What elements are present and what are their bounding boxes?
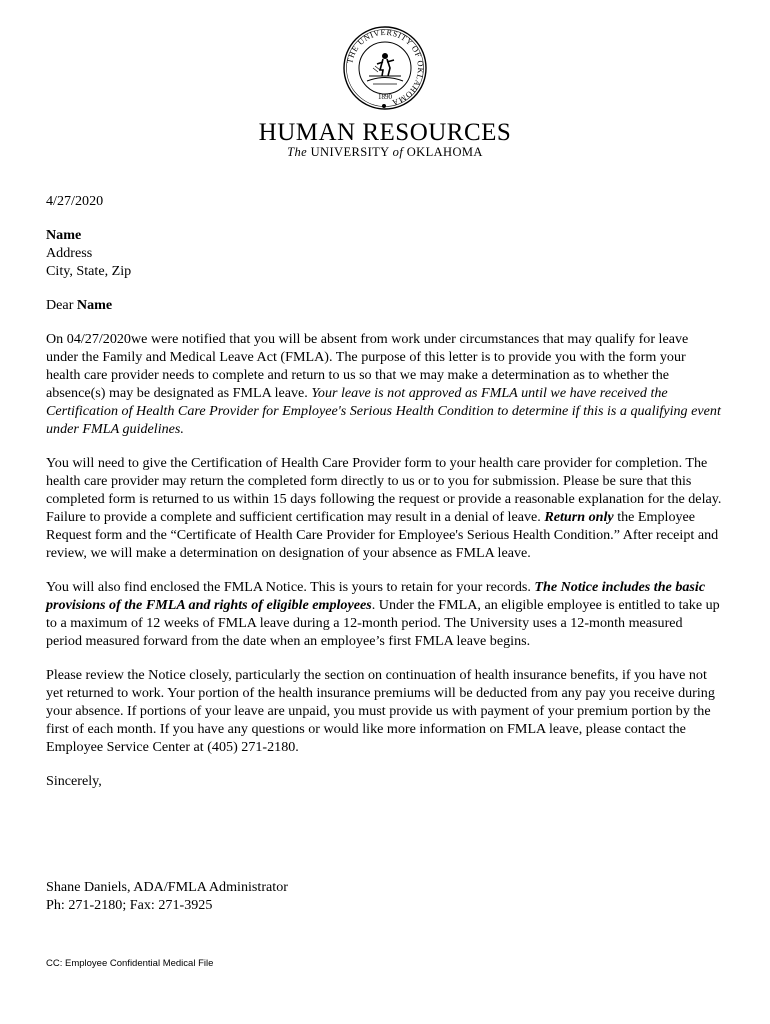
p1-text-a: On (46, 331, 64, 347)
letter-body (46, 192, 722, 914)
university-name-state: OKLAHOMA (406, 145, 483, 159)
recipient-name: Name (46, 227, 82, 243)
p2-text-a: You will need to give the Certification of Health Care Provider form to your health care provider for completion. The health care provider may return the completed form directly to us or to you for submission. Please be sure that this completed form is returned to us within 15 days following the request or provide a reasonable explanation for the delay. Failure to provide a complete and sufficient certification may result in a denial of leave. (46, 455, 722, 525)
p3-text-a: You will also find enclosed the FMLA Notice. This is yours to retain for your records. (46, 579, 531, 595)
signer-contact: Ph: 271-2180; Fax: 271-3925 (46, 897, 213, 913)
p1-date: 04/27/2020 (66, 331, 131, 347)
university-name (0, 145, 770, 159)
university-name-the: The (287, 145, 308, 159)
paragraph-fmla-notice (46, 578, 722, 650)
p1-italic: Your leave is not approved as FMLA until we have received the Certification of Health Care Provider for Employee's Serious Health Condition to determine if this is a qualifying event under FMLA guidelines. (46, 385, 721, 437)
recipient-block (46, 226, 722, 280)
salutation (46, 296, 722, 314)
paragraph-insurance: Please review the Notice closely, particularly the section on continuation of health insurance benefits, if you have not yet returned to work. Your portion of the health insurance premiums will be deducted from any pay you receive during your absence. If portions of your leave are unpaid, you must provide us with payment of your premium portion by the first of each month. If you have any questions or would like more information on FMLA leave, please contact the Employee Service Center at (405) 271-2180. (46, 667, 715, 755)
seal-year: 1890 (378, 93, 392, 101)
closing: Sincerely, (46, 773, 102, 789)
p2-bold: Return only (544, 509, 614, 525)
recipient-address: Address (46, 245, 93, 261)
university-name-of: of (392, 145, 404, 159)
department-title: HUMAN RESOURCES (258, 119, 512, 146)
seal-dot (382, 104, 386, 108)
p1-text-b: we were notified that you will be absent from work under circumstances that may qualify for leave under the Family and Medical Leave Act (FMLA). The purpose of this letter is to provide you with the form your health care provider needs to complete and return to us so that we may make a determination as to whether the absence(s) may be designated as FMLA leave. (46, 331, 689, 401)
p2-text-b: the Employee Request form and the “Certificate of Health Care Provider for Employee's Serious Health Condition.” After receipt and review, we will make a determination on designation of your absence as FMLA leave. (46, 509, 719, 561)
paragraph-notification (46, 330, 722, 438)
letter-date: 4/27/2020 (46, 193, 104, 209)
seal-ring-text: THE UNIVERSITY OF OKLAHOMA (345, 27, 426, 108)
university-seal-logo (343, 26, 427, 110)
salutation-prefix: Dear (46, 297, 74, 313)
signer-name: Shane Daniels, ADA/FMLA Administrator (46, 879, 288, 895)
recipient-city: City, State, Zip (46, 263, 132, 279)
cc-line: CC: Employee Confidential Medical File (46, 958, 214, 969)
paragraph-certification (46, 454, 722, 562)
salutation-name: Name (76, 297, 113, 313)
p3-text-b: . Under the FMLA, an eligible employee is entitled to take up to a maximum of 12 weeks of FMLA leave during a 12-month period. The University uses a 12-month measured period measured forward from the date when an employee’s first FMLA leave begins. (46, 597, 720, 649)
p3-bold: The Notice includes the basic provisions of the FMLA and rights of eligible employees (46, 579, 706, 613)
university-name-university: UNIVERSITY (310, 145, 390, 159)
